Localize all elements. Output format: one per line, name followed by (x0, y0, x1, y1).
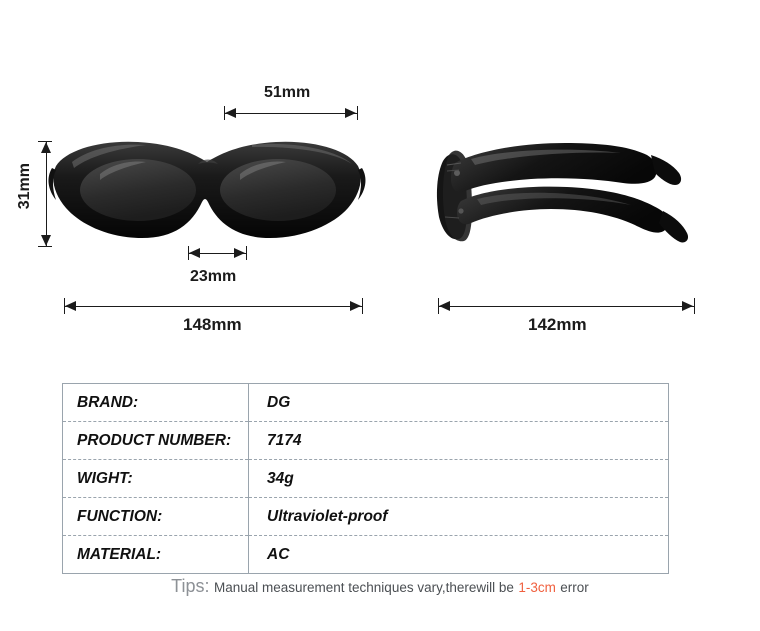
spec-key-brand: BRAND: (63, 384, 249, 422)
dim-142mm-line (438, 306, 694, 307)
tips-label: Tips: (171, 576, 210, 596)
spec-value-product-number: 7174 (249, 422, 669, 460)
dim-148mm-label: 148mm (183, 315, 242, 334)
spec-key-function: FUNCTION: (63, 498, 249, 536)
tips-text: Manual measurement techniques vary,therewill be (213, 580, 514, 595)
tips-note (0, 576, 760, 597)
dim-148mm-line (64, 306, 362, 307)
spec-value-material: AC (267, 545, 290, 563)
dim-142mm-label: 142mm (528, 315, 587, 334)
dim-31mm-arrow-bottom (41, 235, 51, 246)
dim-148mm-tick-right (362, 298, 363, 314)
spec-key-material: MATERIAL: (63, 536, 249, 574)
dim-31mm-arrow-top (41, 142, 51, 153)
spec-key-wight: WIGHT: (63, 460, 249, 498)
specification-table (62, 383, 669, 574)
dim-51mm-arrow-left (225, 108, 236, 118)
tips-error-value: 1-3cm (518, 580, 556, 595)
dim-148mm-arrow-right (350, 301, 361, 311)
sunglasses-front-view-image (42, 128, 372, 248)
dim-142mm-tick-right (694, 298, 695, 314)
dim-23mm-arrow-right (234, 248, 245, 258)
table-row (63, 498, 669, 536)
tips-suffix: error (560, 580, 589, 595)
dim-142mm-arrow-right (682, 301, 693, 311)
dim-31mm-tick-bottom (38, 246, 52, 247)
dim-23mm-label: 23mm (190, 268, 237, 285)
dim-142mm-arrow-left (439, 301, 450, 311)
dim-23mm-arrow-left (189, 248, 200, 258)
dim-51mm-label: 51mm (264, 84, 311, 101)
table-row (63, 536, 669, 574)
dim-31mm-label: 31mm (16, 163, 33, 210)
table-row (63, 384, 669, 422)
sunglasses-side-view-image (425, 125, 710, 255)
dim-51mm-tick-right (357, 106, 358, 120)
dim-31mm-line (46, 141, 47, 246)
spec-value-function: Ultraviolet-proof (249, 498, 669, 536)
table-row (63, 460, 669, 498)
dim-148mm-arrow-left (65, 301, 76, 311)
table-row (63, 422, 669, 460)
spec-value-wight: 34g (249, 460, 669, 498)
spec-key-product-number: PRODUCT NUMBER: (63, 422, 249, 460)
dim-51mm-line (224, 113, 357, 114)
dim-51mm-arrow-right (345, 108, 356, 118)
spec-value-brand: DG (249, 384, 669, 422)
dim-23mm-tick-right (246, 246, 247, 260)
